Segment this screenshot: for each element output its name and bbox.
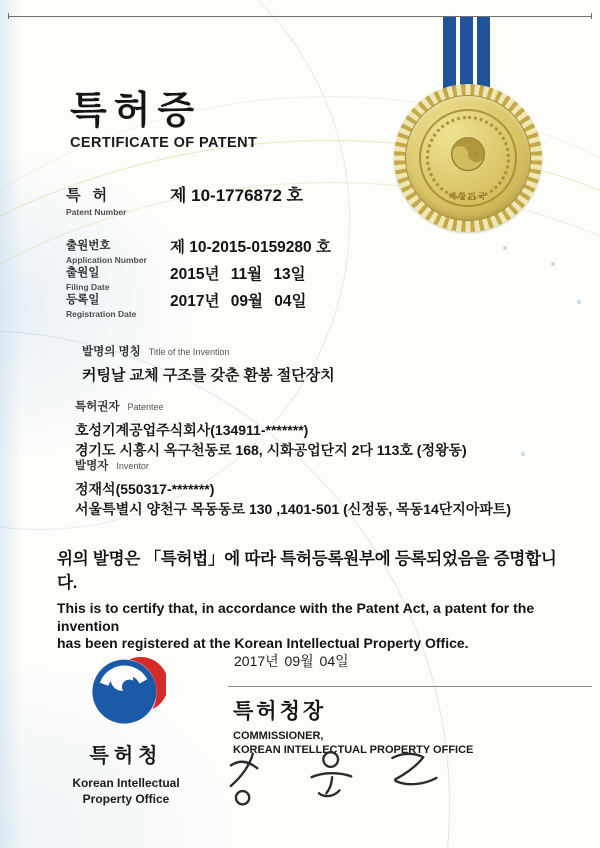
gold-foil-seal <box>394 84 542 232</box>
scan-speck <box>551 262 555 266</box>
invention-label-ko: 발명의 명칭 <box>82 346 141 358</box>
field-application-number <box>66 237 331 265</box>
registration-date-label-en: Registration Date <box>66 309 137 319</box>
invention-label-en: Title of the Invention <box>148 347 230 357</box>
commissioner-signature <box>222 744 457 822</box>
patentee-name: 호성기계공업주식회사(134911-*******) <box>75 422 309 438</box>
application-number-value: 제 10-2015-0159280 호 <box>170 239 331 256</box>
filing-date-label-en: Filing Date <box>66 282 110 292</box>
patentee-label-en: Patentee <box>127 402 164 412</box>
top-border-line <box>8 16 592 17</box>
kipo-taegeuk-logo-icon <box>86 650 166 730</box>
scan-speck <box>503 246 507 250</box>
patent-number-value: 제 10-1776872 호 <box>170 186 304 205</box>
commissioner-title-ko: 특허청장 <box>233 700 327 723</box>
invention-title-value: 커팅날 교체 구조를 갖춘 환봉 절단장치 <box>82 367 335 384</box>
registration-date-label-ko: 등록일 <box>66 294 100 306</box>
application-number-label-en: Application Number <box>66 255 147 265</box>
certification-statement <box>57 545 567 653</box>
patent-number-label-ko: 특 허 <box>66 187 112 204</box>
taegeuk-emblem-icon <box>444 130 492 178</box>
statement-korean: 위의 발명은 「특허법」에 따라 특허등록원부에 등록되었음을 증명합니다. <box>57 550 557 592</box>
patent-number-label-en: Patent Number <box>66 207 127 217</box>
top-border-tick <box>8 13 9 19</box>
agency-name-english-line2: Property Office <box>82 792 170 807</box>
statement-english-line1: This is to certify that, in accordance with the Patent Act, a patent for the invention <box>57 600 535 634</box>
field-filing-date <box>66 264 306 292</box>
top-border-tick <box>591 13 592 19</box>
issue-date: 2017년 09월 04일 <box>234 653 349 669</box>
certificate-title-english: CERTIFICATE OF PATENT <box>70 135 258 151</box>
kipo-logo-block <box>58 650 194 807</box>
patentee-label-ko: 특허권자 <box>75 401 120 413</box>
seal-country-text: 대한민국 <box>448 192 488 201</box>
statement-english-line2: has been registered at the Korean Intellectual Property Office. <box>57 635 469 651</box>
inventor-address: 서울특별시 양천구 목동동로 130 ,1401-501 (신정동, 목동14단지아파트) <box>75 501 512 518</box>
field-registration-date <box>66 291 307 319</box>
filing-date-label-ko: 출원일 <box>66 267 100 279</box>
signature-divider-line <box>228 686 592 687</box>
inventor-name: 정재석(550317-*******) <box>75 481 215 497</box>
patentee-address: 경기도 시흥시 옥구천동로 168, 시화공업단지 2다 113호 (정왕동) <box>75 442 467 459</box>
application-number-label-ko: 출원번호 <box>66 240 111 252</box>
field-patent-number <box>66 184 304 217</box>
registration-date-value: 2017년 09월 04일 <box>170 293 307 310</box>
inventor-label-en: Inventor <box>116 461 149 471</box>
scan-speck <box>577 300 581 304</box>
scan-speck <box>521 452 525 456</box>
agency-name-korean: 특허청 <box>89 745 163 767</box>
commissioner-title-en-line1: COMMISSIONER, <box>233 730 324 742</box>
commissioner-title-en-line2: KOREAN INTELLECTUAL PROPERTY OFFICE <box>233 744 474 757</box>
section-patentee <box>75 398 467 461</box>
certificate-title-korean: 특허증 <box>70 90 202 132</box>
agency-name-english-line1: Korean Intellectual <box>72 776 180 790</box>
filing-date-value: 2015년 11월 13일 <box>170 266 306 283</box>
section-inventor <box>75 457 511 520</box>
section-invention-title <box>82 343 335 387</box>
inventor-label-ko: 발명자 <box>75 460 109 472</box>
